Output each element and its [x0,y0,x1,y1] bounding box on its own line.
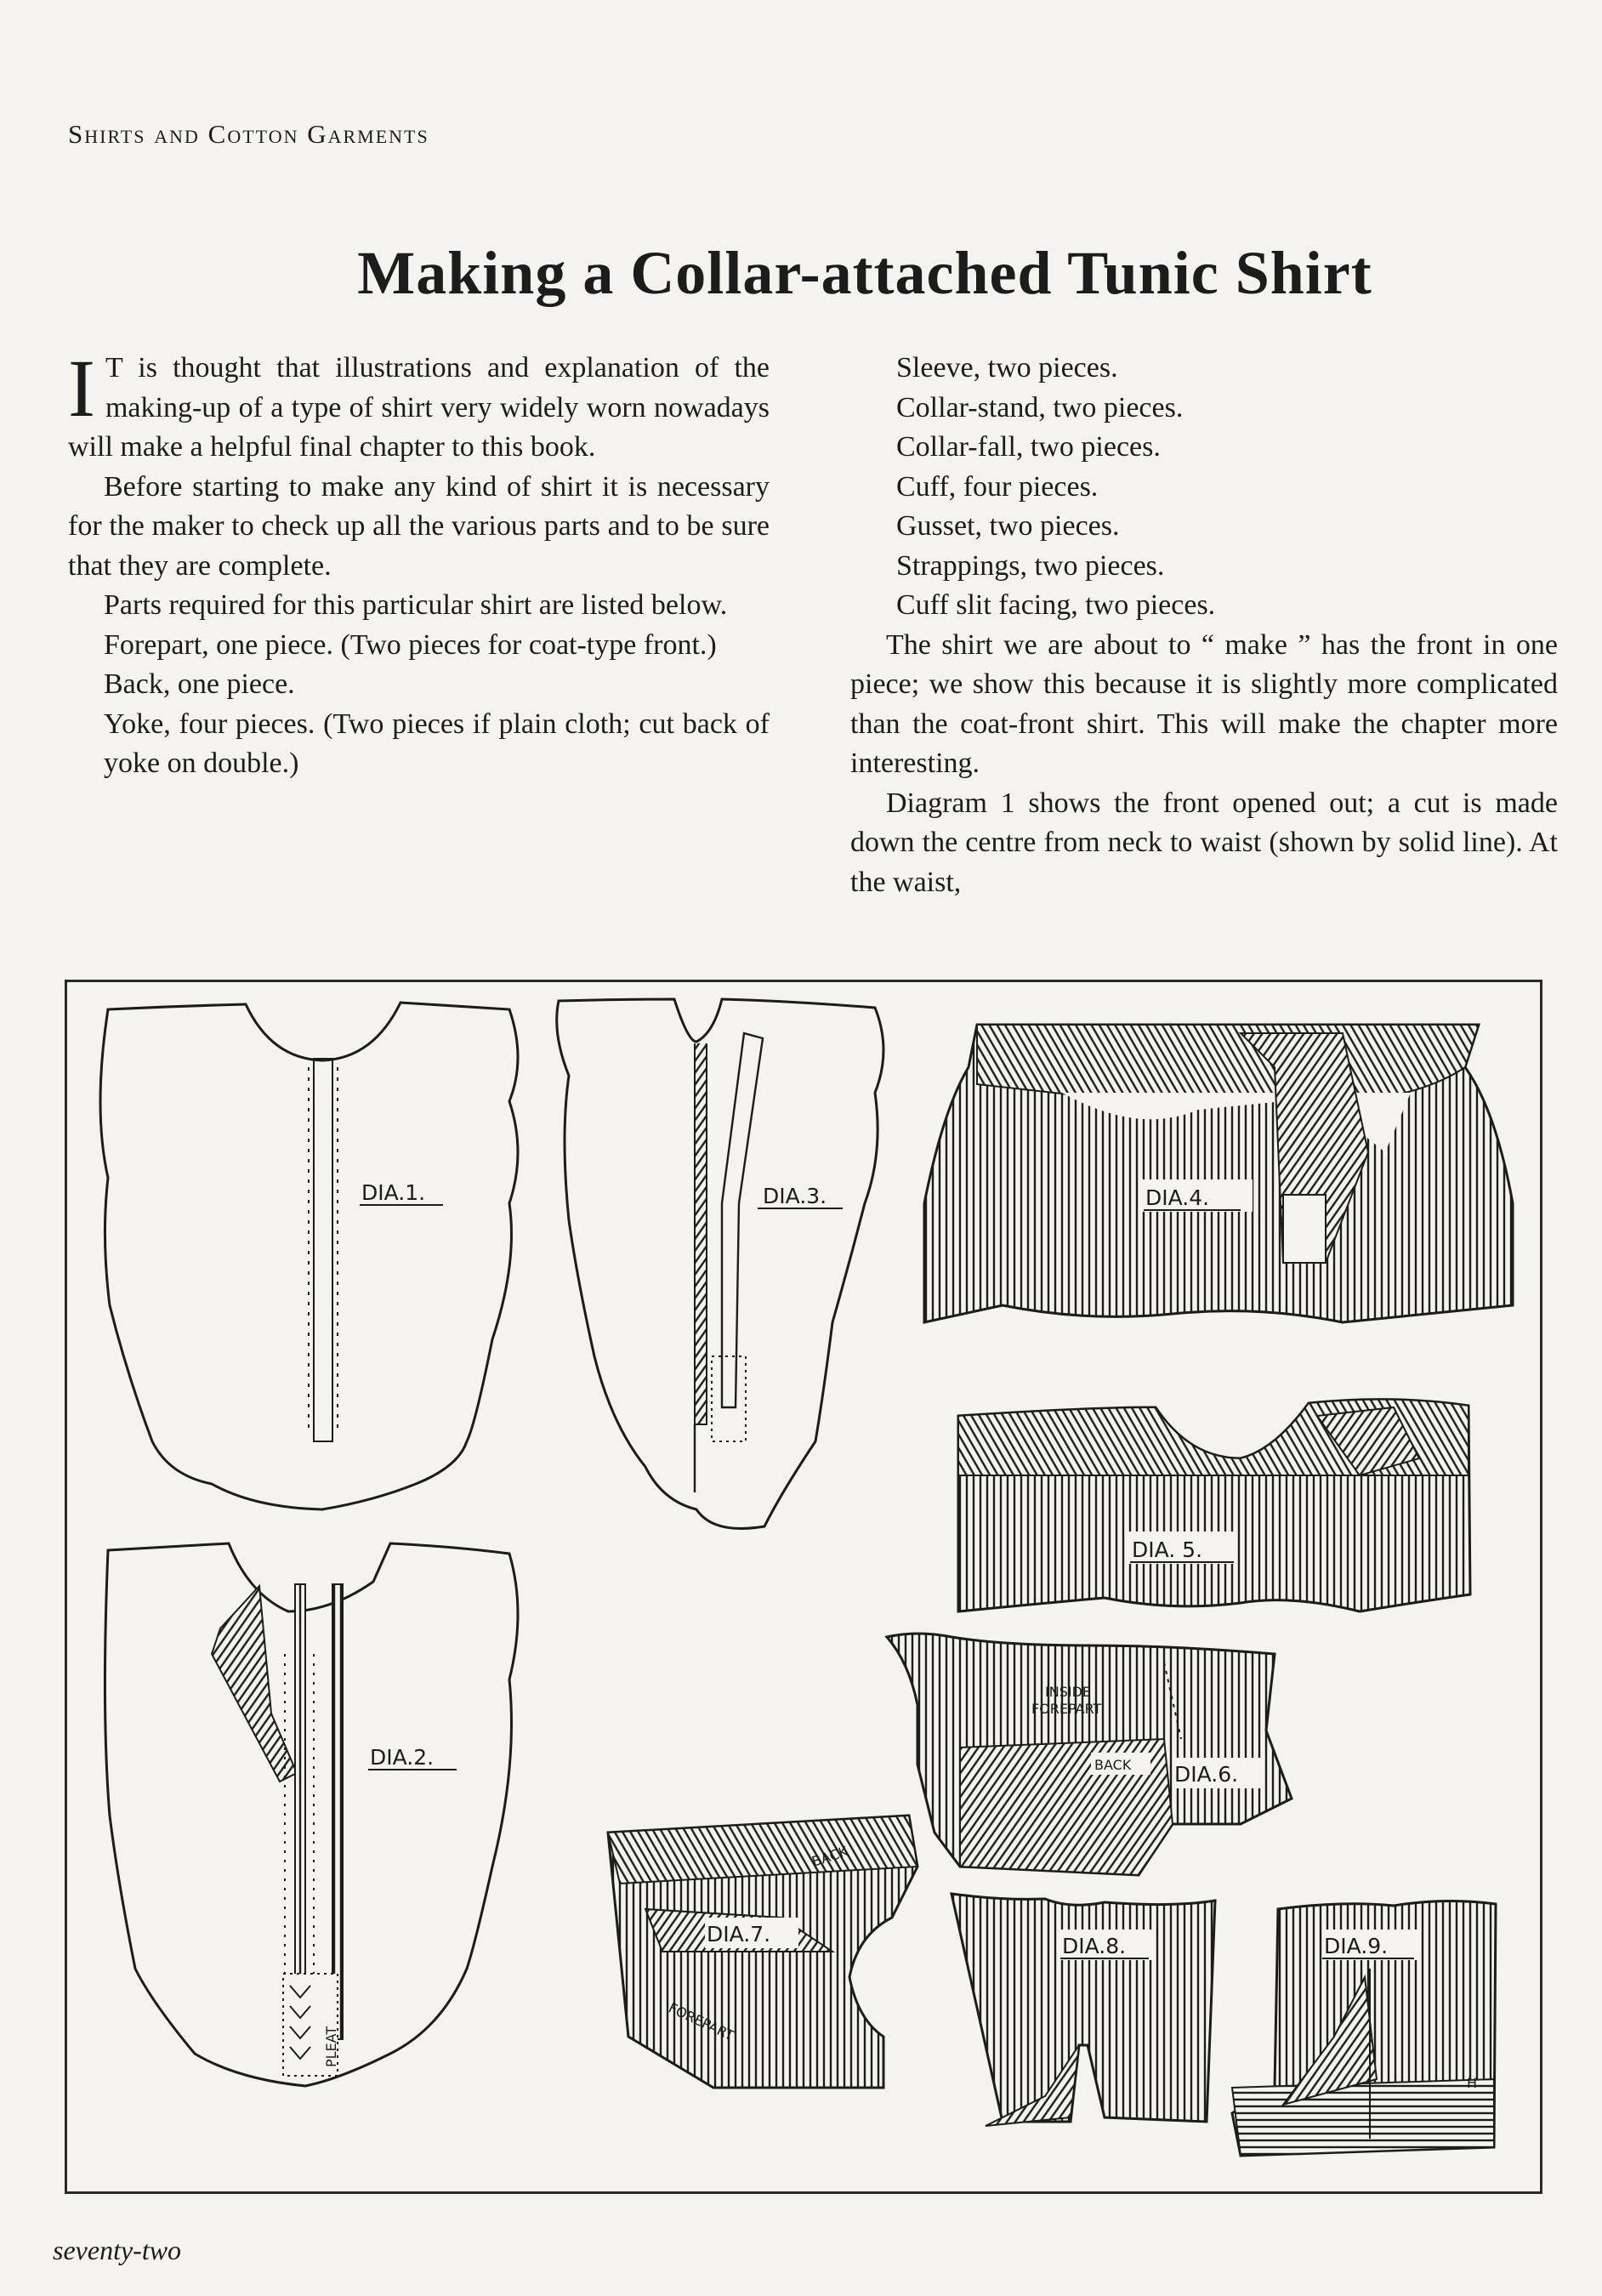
diagram-4 [924,1025,1513,1322]
part-sleeve: Sleeve, two pieces. [896,352,1118,384]
part-collar-fall: Collar-fall, two pieces. [896,431,1161,463]
diagram-plate-svg [67,982,1545,2197]
part-collar-stand: Collar-stand, two pieces. [896,391,1184,423]
part-gusset: Gusset, two pieces. [896,510,1120,542]
dropcap: I [68,343,95,434]
dia-1-label: DIA.1. [361,1180,426,1205]
dia-2-label: DIA.2. [370,1745,435,1770]
right-column [850,349,1558,902]
pleat-label: PLEAT [323,2026,339,2067]
diagram-5 [958,1400,1470,1611]
dia-4-label: DIA.4. [1145,1185,1210,1210]
part-strappings: Strappings, two pieces. [896,549,1165,582]
corner-mark: H [1467,2075,1478,2091]
dia-5-label: DIA. 5. [1132,1537,1203,1562]
diagram-plate [65,980,1542,2194]
paragraph-check-parts: Before starting to make any kind of shirt it is necessary for the maker to check up all the various parts and to be sure that they are complete. [68,470,770,582]
intro-text: T is thought that illustrations and explanation of the making-up of a type of shirt very widely worn nowadays will make a helpful final chapter to this book. [68,352,770,463]
dia-6-label: DIA.6. [1174,1762,1239,1787]
diagram-8 [952,1894,1215,2126]
part-cuff: Cuff, four pieces. [896,470,1099,503]
dia-7-forepart-label: FOREPART [666,1999,736,2044]
diagram-7 [608,1816,917,2088]
dia-6-back-label: BACK [1094,1757,1132,1773]
diagram-3 [557,999,883,1529]
dia-9-label: DIA.9. [1324,1934,1389,1958]
dia-3-label: DIA.3. [763,1184,827,1208]
diagram-6 [887,1634,1292,1875]
dia-6-inside-label: INSIDE [1045,1684,1091,1700]
diagram-2 [105,1543,518,2086]
dia-8-label: DIA.8. [1062,1934,1127,1958]
part-back: Back, one piece. [104,668,295,700]
left-column [68,343,770,784]
dia-7-label: DIA.7. [707,1922,771,1946]
part-yoke: Yoke, four pieces. (Two pieces if plain cloth; cut back of yoke on double.) [104,708,770,779]
paragraph-parts-required: Parts required for this particular shirt are listed below. [104,589,728,621]
part-forepart: Forepart, one piece. (Two pieces for coat-type front.) [104,628,717,661]
paragraph-diagram-1: Diagram 1 shows the front opened out; a cut is made down the centre from neck to waist (shown by solid line). At the waist, [850,787,1558,898]
running-head: Shirts and Cotton Garments [68,119,429,149]
paragraph-one-piece-front: The shirt we are about to “ make ” has the front in one piece; we show this because it is slightly more complicated than the coat-front shirt. This will make the chapter more interesting. [850,628,1558,779]
dia-7-back-label: BACK [810,1843,850,1870]
intro-paragraph [68,343,770,468]
page-title: Making a Collar-attached Tunic Shirt [357,239,1372,307]
diagram-1 [100,1003,518,1509]
part-cuff-slit-facing: Cuff slit facing, two pieces. [896,589,1216,621]
page-number: seventy-two [53,2235,182,2265]
diagram-9 [1232,1901,1496,2156]
dia-6-forepart-label: FOREPART [1031,1701,1102,1717]
